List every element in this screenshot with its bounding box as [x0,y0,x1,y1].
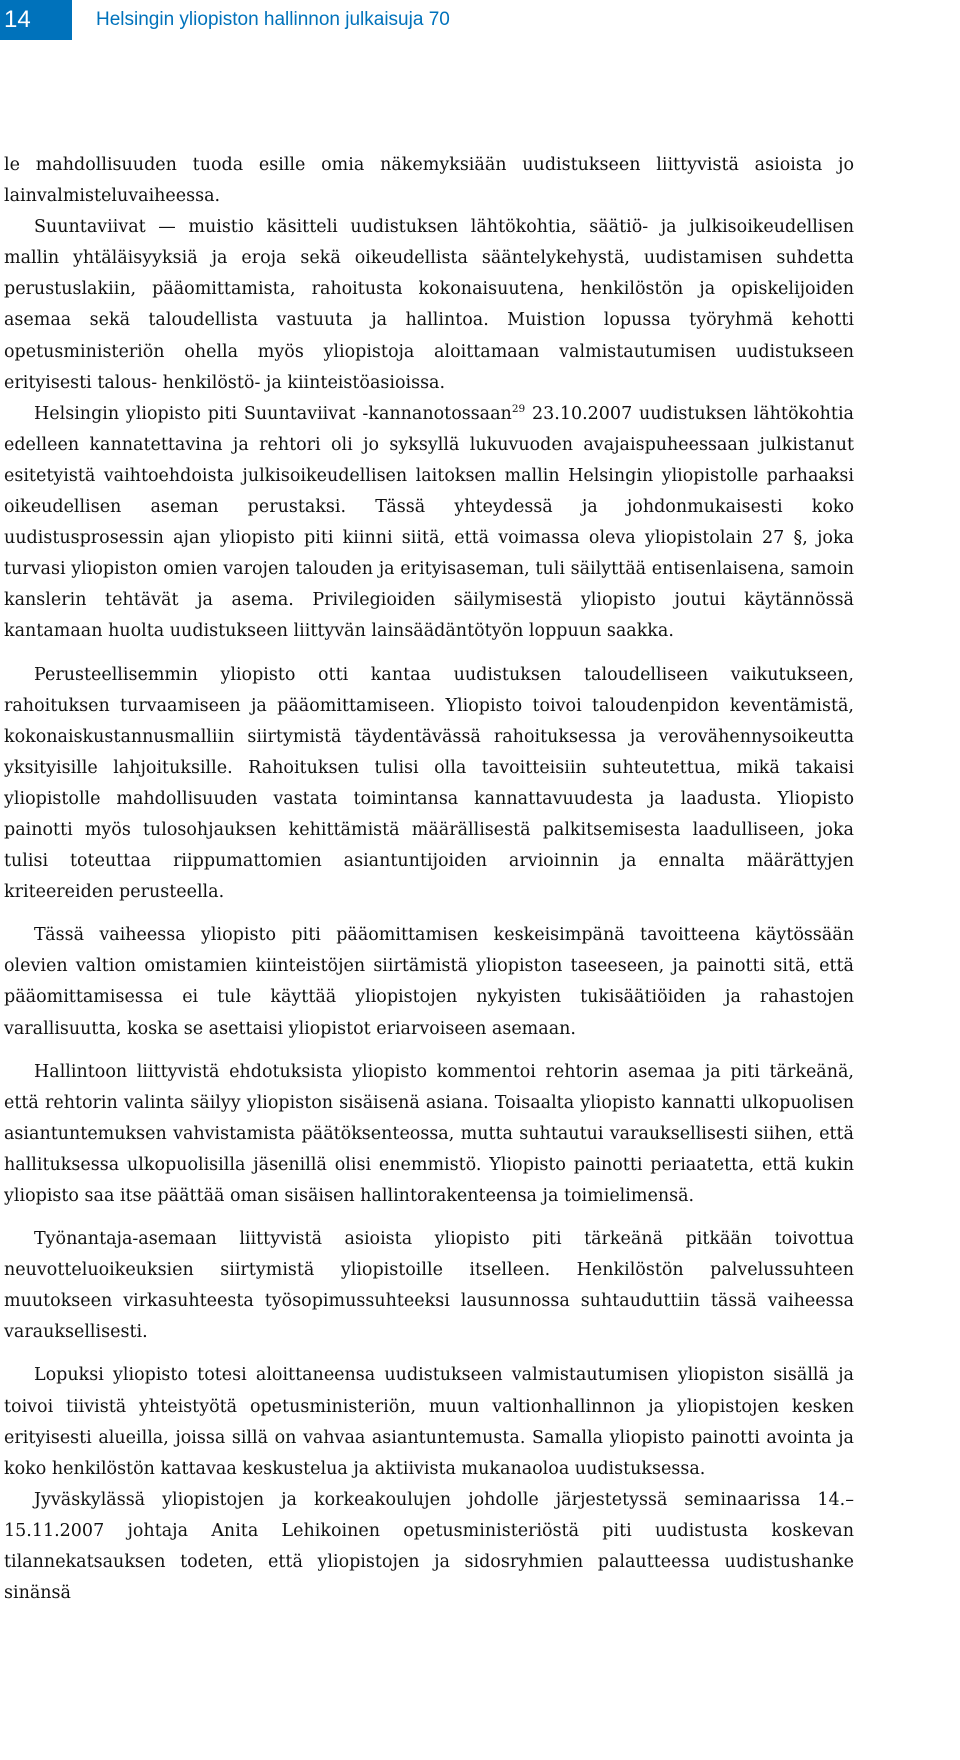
paragraph-1: le mahdollisuuden tuoda esille omia näkemyksiään uudistukseen liittyvistä asioista jo lainvalmisteluvaiheessa. [4,155,854,207]
paragraph-4: Perusteellisemmin yliopisto otti kantaa uudistuksen taloudelliseen vaikutukseen, rahoituksen turvaamiseen ja pääomittamiseen. Yliopisto toivoi taloudenpidon keventämistä, kokonaiskustannusmalliin siirtymistä täydentävässä rahoituksessa ja verovähennysoikeutta yksityisille lahjoituksille. Rahoituksen tulisi olla tavoitteisiin suhteutettua, mikä takaisi yliopistolle mahdollisuuden vastata toimintansa kannattavuudesta ja laadusta. Yliopisto painotti myös tulosohjauksen kehittämistä määrällisestä palkitsemisesta laadulliseen, joka tulisi toteuttaa riippumattomien asiantuntijoiden arvioinnin ja ennalta määrättyjen kriteereiden perusteella. [4,664,854,903]
paragraph-5: Tässä vaiheessa yliopisto piti pääomittamisen keskeisimpänä tavoitteena käytössään olevien valtion omistamien kiinteistöjen siirtämistä yliopiston taseeseen, ja painotti sitä, että pääomittamisessa ei tule käyttää yliopistojen nykyisten tukisäätiöiden ja rahastojen varallisuutta, koska se asettaisi yliopistot eriarvoiseen asemaan. [4,925,854,1039]
paragraph-3 [4,399,854,648]
page-header [0,0,960,40]
body-text [4,150,854,1609]
paragraph-9: Jyväskylässä yliopistojen ja korkeakoulujen johdolle järjestetyssä seminaarissa 14.– 15.11.2007 johtaja Anita Lehikoinen opetusministeriöstä piti uudistusta koskevan tilannekatsauksen todeten, että yliopistojen ja sidosryhmien palautteessa uudistushanke sinänsä [4,1489,854,1604]
page-number: 14 [0,0,72,40]
paragraph-3-start: Helsingin yliopisto piti Suuntaviivat -kannanotossaan [34,403,512,424]
paragraph-8: Lopuksi yliopisto totesi aloittaneensa uudistukseen valmistautumisen yliopiston sisällä ja toivoi tiivistä yhteistyötä opetusministeriön, muun valtionhallinnon ja yliopistojen kesken erityisesti alueilla, joissa sillä on vahvaa asiantuntemusta. Samalla yliopisto painotti avointa ja koko henkilöstön kattavaa keskustelua ja aktiivista mukanaoloa uudistuksessa. [4,1365,854,1479]
paragraph-2: Suuntaviivat — muistio käsitteli uudistuksen lähtökohtia, säätiö- ja julkisoikeudellisen mallin yhtäläisyyksiä ja eroja sekä oikeudellista sääntelykehystä, uudistamisen suhdetta perustuslakiin, pääomittamista, rahoitusta kokonaisuutena, henkilöstön ja opiskelijoiden asemaa sekä taloudellista vastuuta ja hallintoa. Muistion lopussa työryhmä kehotti opetusministeriön ohella myös yliopistoja aloittamaan valmistautumisen uudistukseen erityisesti talous- henkilöstö- ja kiinteistöasioissa. [4,217,854,393]
paragraph-3-end: 23.10.2007 uudistuksen lähtökohtia edelleen kannatettavina ja rehtori oli jo syksyllä lukuvuoden avajaispuheessaan julkistanut esitetyistä vaihtoehdoista julkisoikeudellisen laitoksen mallin Helsingin yliopistolle parhaaksi oikeudellisen aseman perustaksi. Tässä yhteydessä ja johdonmukaisesti koko uudistusprosessin ajan yliopisto piti kiinni siitä, että voimassa oleva yliopistolain 27 §, joka turvasi yliopiston omien varojen talouden ja erityisaseman, tuli säilyttää entisenlaisena, samoin kanslerin tehtävät ja asema. Privilegioiden säilymisestä yliopisto joutui käytännössä kantamaan huolta uudistukseen liittyvän lainsäädäntötyön loppuun saakka. [4,403,854,642]
paragraph-7: Työnantaja-asemaan liittyvistä asioista yliopisto piti tärkeänä pitkään toivottua neuvotteluoikeuksien siirtymistä yliopistoille itselleen. Henkilöstön palvelussuhteen muutokseen virkasuhteesta työsopimussuhteeksi lausunnossa suhtauduttiin tässä vaiheessa varauksellisesti. [4,1229,854,1343]
running-title: Helsingin yliopiston hallinnon julkaisuja 70 [96,9,450,30]
paragraph-6: Hallintoon liittyvistä ehdotuksista yliopisto kommentoi rehtorin asemaa ja piti tärkeänä, että rehtorin valinta säilyy yliopiston sisäisenä asiana. Toisaalta yliopisto kannatti ulkopuolisen asiantuntemuksen vahvistamista päätöksenteossa, mutta suhtautui varauksellisesti siihen, että hallituksessa ulkopuolisilla jäsenillä olisi enemmistö. Yliopisto painotti periaatetta, että kukin yliopisto saa itse päättää oman sisäisen hallintorakenteensa ja toimielimensä. [4,1061,854,1206]
footnote-marker: 29 [511,402,526,415]
